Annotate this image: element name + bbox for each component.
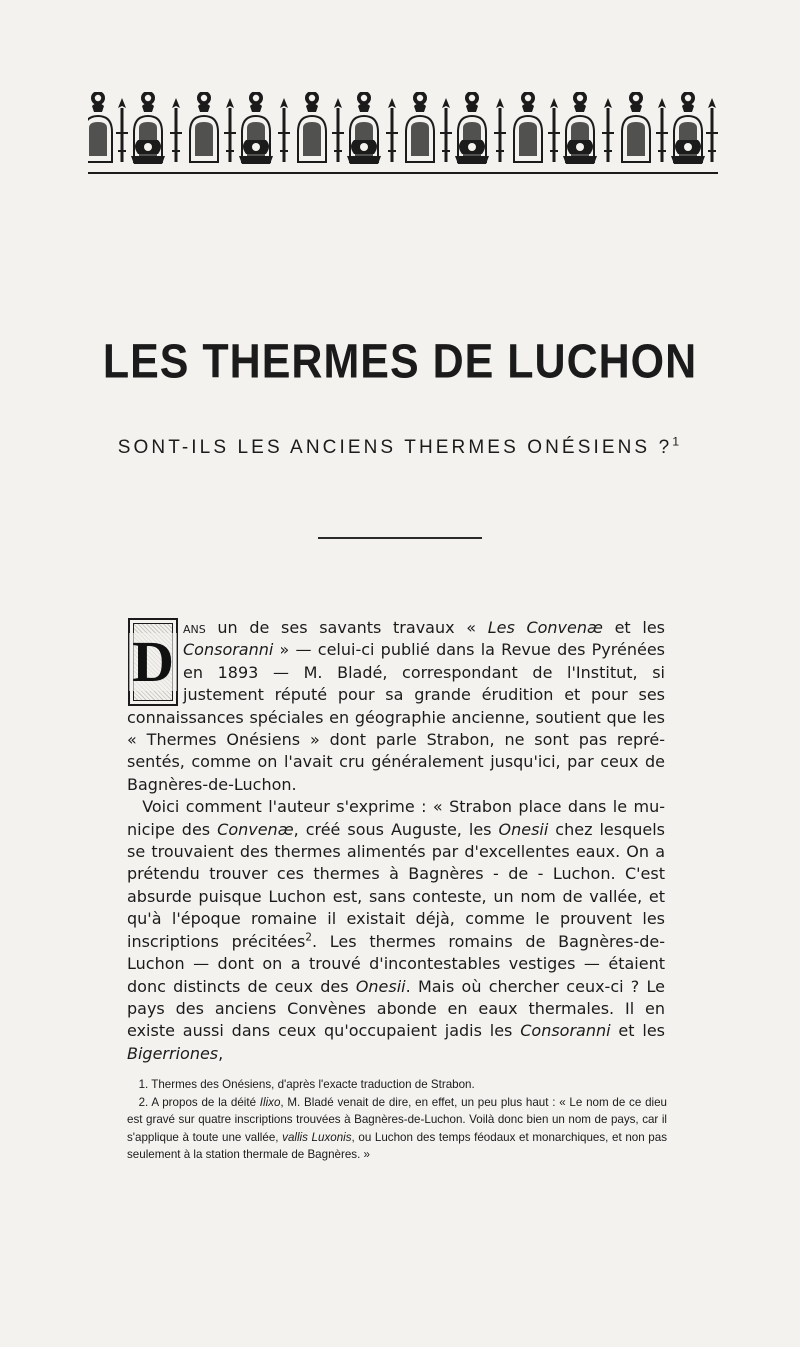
title-divider: [318, 537, 482, 539]
fn2-italic-ilixo: Ilixo: [259, 1095, 281, 1109]
p2-italic-convenae: Convenæ: [217, 819, 294, 839]
decorative-header-ornament: [88, 92, 718, 180]
subtitle-text: SONT-ILS LES ANCIENS THERMES ONÉSIENS ?: [117, 437, 673, 458]
ornament-motifs: [88, 92, 718, 164]
paragraph-2: [127, 796, 665, 1065]
p1-text-c: » — celui-ci publié dans la Revue des Pyrénées en 1893 — M. Bladé, correspondant de l'Institut, si justement réputé pour sa grande érudition et pour ses connaissances spéciales en géographie ancienne, soutient que les « Thermes Onésiens » dont parle Strabon, ne sont pas représentés, comme on l'avait cru généralement jusqu'ici, par ceux de Bagnères-de-Luchon.: [127, 640, 665, 794]
p1-italic-convenae: Les Convenæ: [487, 618, 603, 637]
fn2-italic-vallis: vallis Luxonis: [282, 1130, 352, 1144]
subtitle-footnote-ref: 1: [672, 434, 683, 449]
footnote-1: 1. Thermes des Onésiens, d'après l'exacte traduction de Strabon.: [138, 1078, 475, 1091]
footnotes: [127, 1076, 667, 1164]
p2-text-f: et les: [610, 1021, 665, 1041]
p2-text-g: ,: [218, 1043, 224, 1063]
lead-word: ans: [183, 618, 206, 637]
p1-text-a: un de ses savants travaux «: [205, 618, 488, 637]
p1-italic-consoranni: Consoranni: [183, 640, 274, 660]
p2-text-a: Voici comment l'auteur s'exprime : « Strabon place dans le municipe des: [127, 797, 665, 839]
page-title: LES THERMES DE LUCHON: [102, 335, 698, 389]
fn2-text-c: , ou Luchon des temps féodaux et monarchiques, et non pas seulement à la station thermale de Bagnères. »: [127, 1130, 667, 1161]
footnote-2: [127, 1094, 667, 1164]
fn2-text-a: 2. A propos de la déité: [138, 1095, 260, 1109]
article-body: [127, 617, 665, 1065]
paragraph-1: [127, 617, 665, 796]
p2-italic-bigerriones: Bigerriones: [127, 1043, 219, 1063]
p2-text-d: . Les thermes romains de Bagnères-de-Luchon — dont on a trouvé d'incontestables vestiges — étaient donc distincts de ceux des: [127, 931, 666, 996]
ornament-baseline: [88, 172, 718, 174]
dropcap-letter: D: [129, 633, 177, 691]
p2-footnote-ref: 2: [305, 931, 312, 944]
dropcap-spacer: [127, 617, 183, 704]
p2-italic-consoranni: Consoranni: [520, 1021, 611, 1041]
p2-text-b: , créé sous Auguste, les: [293, 819, 499, 839]
fn2-text-b: , M. Bladé venait de dire, en effet, un peu plus haut : « Le nom de ce dieu est gravé sur quatre inscriptions trouvées à Bagnères-de-Luchon. Voilà donc bien un nom de pays, car il s'applique à toute une vallée,: [127, 1095, 667, 1144]
page-subtitle: [0, 434, 800, 459]
p2-text-e: . Mais où chercher ceux-ci ? Le pays des anciens Convènes abonde en eaux thermales. Il en existe aussi dans ceux qu'occupaient jadis les: [127, 976, 665, 1041]
p1-text-b: et les: [602, 618, 665, 637]
p2-text-c: chez lesquels se trouvaient des thermes alimentés par d'excellentes eaux. On a prétendu trouver ces thermes à Bagnères - de - Luchon. C'est absurde puisque Luchon est, sans conteste, un nom de vallée, et qu'à l'époque romaine il existait déjà, comme le prouvent les inscriptions précitées: [127, 819, 666, 951]
p2-italic-onesii-2: Onesii: [355, 976, 406, 996]
p2-italic-onesii: Onesii: [498, 819, 549, 839]
